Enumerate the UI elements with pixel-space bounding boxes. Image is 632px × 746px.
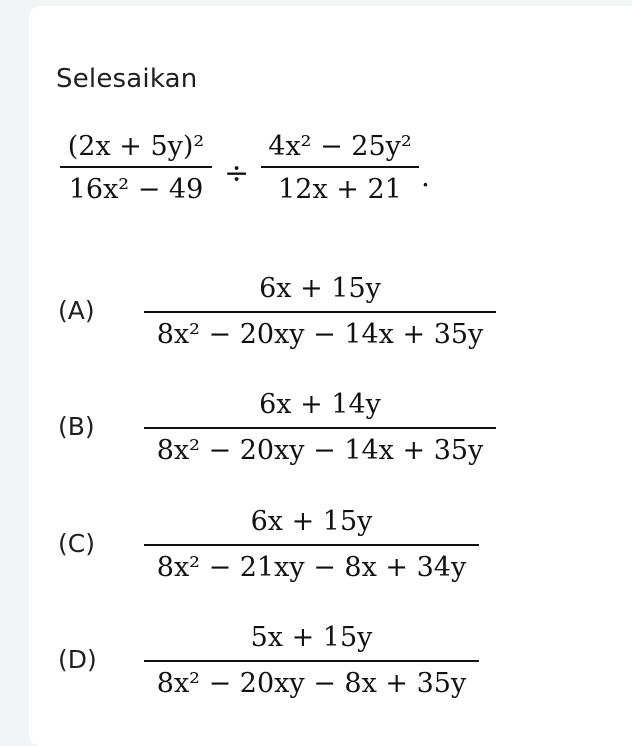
option-c-fraction[interactable] <box>144 508 479 581</box>
fraction-bar <box>144 311 496 313</box>
option-b-fraction[interactable] <box>144 391 496 464</box>
option-a-letter[interactable]: (A) <box>58 296 95 325</box>
fraction-bar <box>144 427 496 429</box>
question-left-numerator: (2x + 5y)² <box>67 131 205 162</box>
option-c-letter[interactable]: (C) <box>58 529 95 558</box>
fraction-bar <box>144 544 479 546</box>
option-d-numerator: 5x + 15y <box>250 622 373 653</box>
question-left-fraction <box>60 133 212 203</box>
option-d-denominator: 8x² − 20xy − 8x + 35y <box>156 667 467 699</box>
option-c-denominator: 8x² − 21xy − 8x + 34y <box>156 551 467 583</box>
option-d-letter[interactable]: (D) <box>58 645 97 674</box>
question-right-denominator: 12x + 21 <box>278 173 402 205</box>
fraction-bar <box>261 166 419 168</box>
option-b-letter[interactable]: (B) <box>58 412 95 441</box>
option-c-numerator: 6x + 15y <box>250 506 373 537</box>
option-b-denominator: 8x² − 20xy − 14x + 35y <box>156 434 484 466</box>
fraction-bar <box>144 660 479 662</box>
question-left-denominator: 16x² − 49 <box>68 173 204 205</box>
option-a-denominator: 8x² − 20xy − 14x + 35y <box>156 318 484 350</box>
question-label: Selesaikan <box>56 64 198 94</box>
option-a-numerator: 6x + 15y <box>259 273 381 304</box>
question-right-fraction <box>261 133 419 203</box>
period-mark: . <box>421 160 430 193</box>
option-d-fraction[interactable] <box>144 624 479 697</box>
fraction-bar <box>60 166 212 168</box>
question-right-numerator: 4x² − 25y² <box>268 131 412 162</box>
option-a-fraction[interactable] <box>144 275 496 348</box>
option-b-numerator: 6x + 14y <box>259 389 381 420</box>
division-operator: ÷ <box>224 156 250 191</box>
